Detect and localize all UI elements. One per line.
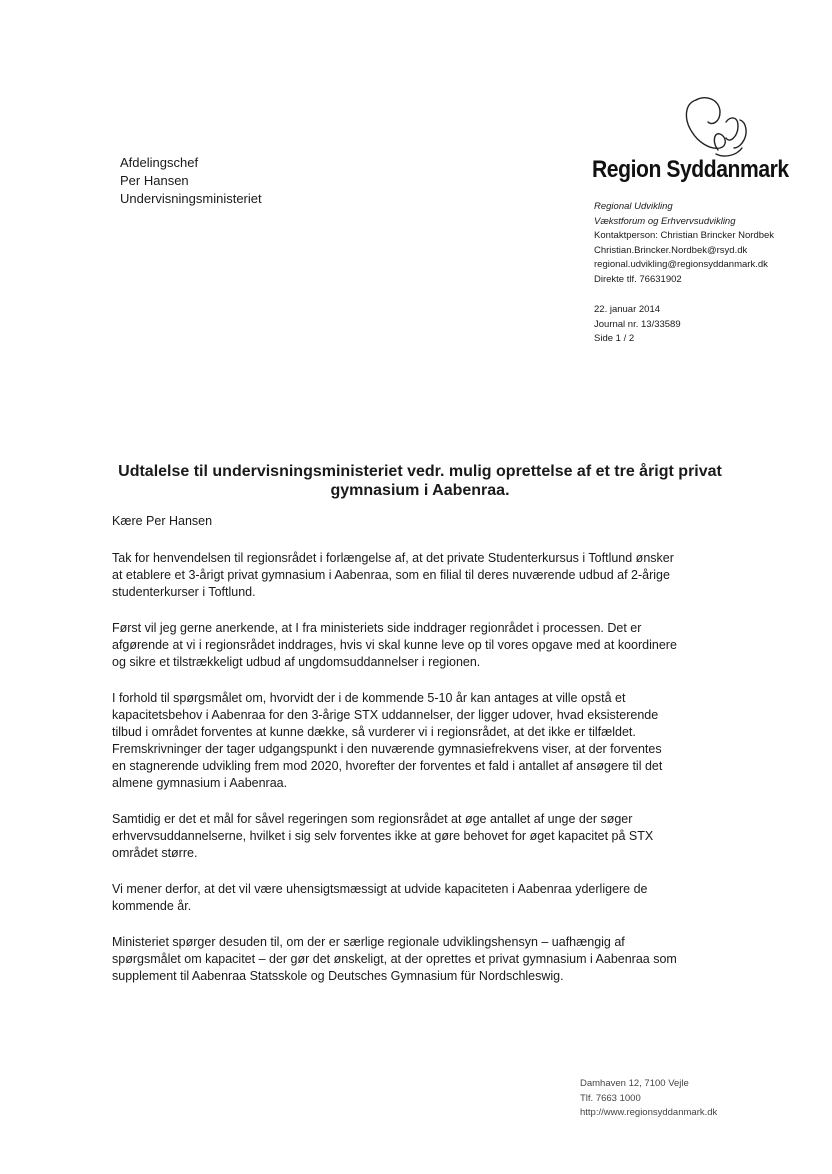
paragraph-line: og sikre et tilstrækkeligt udbud af ungdomsuddannelser i regionen.: [112, 655, 481, 669]
paragraph: [112, 934, 732, 985]
footer-website: http://www.regionsyddanmark.dk: [580, 1107, 718, 1118]
paragraph: [112, 881, 732, 915]
letter-title: [100, 462, 740, 500]
sender-phone: Direkte tlf. 76631902: [594, 273, 682, 285]
sender-block: [594, 200, 774, 287]
paragraph-line: området større.: [112, 846, 198, 860]
letter-title-line: gymnasium i Aabenraa.: [330, 482, 510, 499]
paragraph-line: Samtidig er det et mål for såvel regeringen som regionsrådet at øge antallet af unge der søger: [112, 812, 633, 826]
page-number: Side 1 / 2: [594, 333, 635, 344]
paragraph: [112, 690, 732, 792]
paragraph-line: erhvervsuddannelserne, hvilket i sig selv forventes ikke at gøre behovet for øget kapacitet på STX: [112, 829, 654, 843]
recipient-organization: Undervisningsministeriet: [120, 191, 262, 206]
sender-email-personal: Christian.Brincker.Nordbek@rsyd.dk: [594, 244, 748, 256]
footer-phone: Tlf. 7663 1000: [580, 1092, 641, 1104]
letter-body: [112, 513, 732, 1004]
paragraph-line: en stagnerende udvikling frem mod 2020, hvorefter der forventes et fald i antallet af ansøgere til det: [112, 759, 663, 773]
paragraph-line: Først vil jeg gerne anerkende, at I fra ministeriets side inddrager regionrådet i processen. Det er: [112, 621, 642, 635]
paragraph: [112, 550, 732, 601]
paragraph-line: afgørende at vi i regionsrådet inddrages, hvis vi skal kunne leve op til vores opgave med at koordinere: [112, 638, 677, 652]
region-logo-icon: [676, 92, 756, 162]
footer-address: [580, 1077, 717, 1121]
paragraph-line: studenterkurser i Toftlund.: [112, 585, 256, 599]
paragraph-line: I forhold til spørgsmålet om, hvorvidt der i de kommende 5-10 år kan antages at ville opstå et: [112, 691, 626, 705]
sender-department: Regional Udvikling: [594, 201, 673, 212]
paragraph-line: almene gymnasium i Aabenraa.: [112, 776, 288, 790]
paragraph: [112, 620, 732, 671]
recipient-address: [120, 154, 262, 208]
paragraph-line: Vi mener derfor, at det vil være uhensigtsmæssigt at udvide kapaciteten i Aabenraa yderligere de: [112, 882, 648, 896]
sender-unit: Vækstforum og Erhvervsudvikling: [594, 215, 736, 227]
recipient-title: Afdelingschef: [120, 155, 199, 170]
footer-street: Damhaven 12, 7100 Vejle: [580, 1078, 689, 1089]
journal-number: Journal nr. 13/33589: [594, 318, 681, 330]
paragraph-line: Tak for henvendelsen til regionsrådet i forlængelse af, at det private Studenterkursus i Toftlund ønsker: [112, 551, 674, 565]
paragraph-line: kapacitetsbehov i Aabenraa for den 3-årige STX uddannelser, der ligger udover, hvad eksisterende: [112, 708, 659, 722]
brand-name: Region Syddanmark: [592, 156, 789, 183]
salutation: Kære Per Hansen: [112, 514, 213, 528]
sender-email-department: regional.udvikling@regionsyddanmark.dk: [594, 259, 768, 270]
letter-meta: [594, 303, 681, 347]
paragraph-line: at etablere et 3-årigt privat gymnasium i Aabenraa, som en filial til deres nuværende udbud af 2-årige: [112, 568, 670, 582]
letter-title-line: Udtalelse til undervisningsministeriet vedr. mulig oprettelse af et tre årigt privat: [118, 463, 722, 480]
paragraph: [112, 811, 732, 862]
paragraph-line: Fremskrivninger der tager udgangspunkt i den nuværende gymnasiefrekvens viser, at der forventes: [112, 742, 662, 756]
sender-contact: Kontaktperson: Christian Brincker Nordbek: [594, 230, 775, 241]
recipient-name: Per Hansen: [120, 173, 189, 188]
paragraph-line: supplement til Aabenraa Statsskole og Deutsches Gymnasium für Nordschleswig.: [112, 969, 564, 983]
paragraph-line: tilbud i området forventes at kunne dække, så vurderer vi i regionsrådet, at det ikke er tilfældet.: [112, 725, 636, 739]
paragraph-line: spørgsmålet om kapacitet – der gør det ønskeligt, at der oprettes et privat gymnasium i Aabenraa som: [112, 952, 677, 966]
letter-date: 22. januar 2014: [594, 304, 661, 315]
paragraph-line: kommende år.: [112, 899, 192, 913]
paragraph-line: Ministeriet spørger desuden til, om der er særlige regionale udviklingshensyn – uafhængig af: [112, 935, 625, 949]
